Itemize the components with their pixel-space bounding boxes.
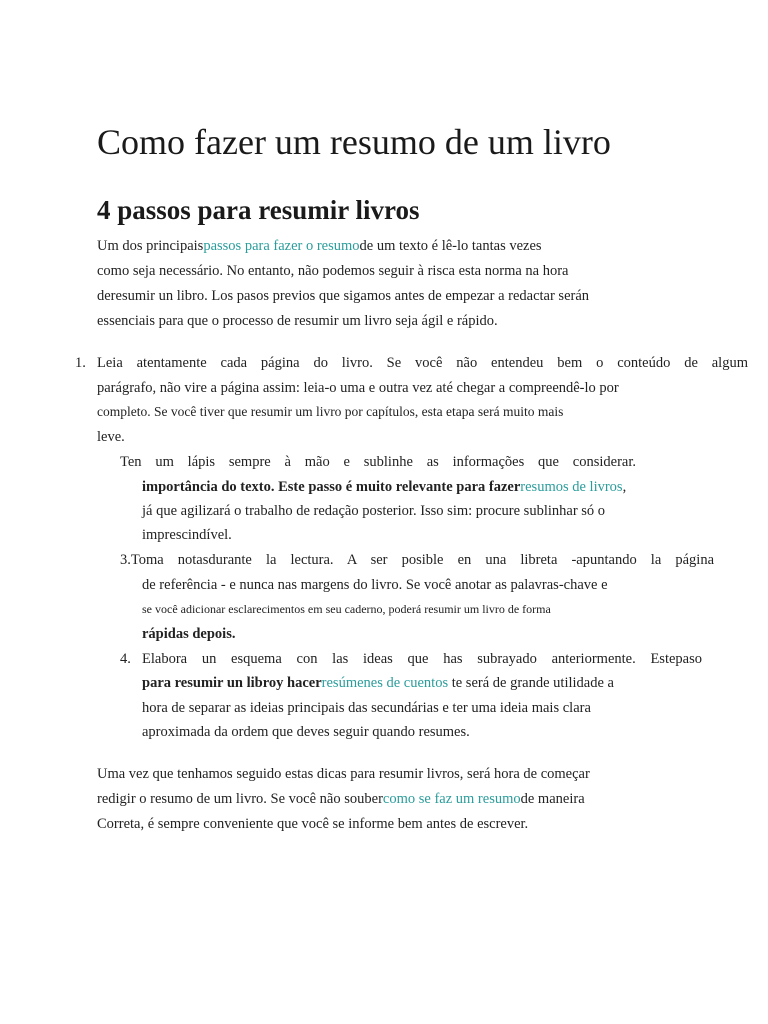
step4-line-4: aproximada da ordem que deves seguir quando resumes. [142,724,470,740]
step2-line-1: Ten um lápis sempre à mão e sublinhe as informações que considerar. [120,454,636,470]
intro-line-1 [97,237,542,255]
outro-line-2 [97,790,585,808]
step4-line-1: Elabora un esquema con las ideas que has subrayado anteriormente. Estepaso [142,651,702,667]
section-heading: 4 passos para resumir livros [97,195,420,225]
page-title: Como fazer um resumo de um livro [97,122,611,162]
link-como-se-faz-resumo[interactable]: como se faz um resumo [382,791,521,807]
outro-line-2-text: redigir o resumo de um livro. Se você não souber [97,791,383,807]
outro-line-1: Uma vez que tenhamos seguido estas dicas para resumir livros, será hora de começar [97,766,590,782]
step2-line-2-bold: importância do texto. Este passo é muito relevante para fazer [142,479,521,495]
outro-line-2-rest: de maneira [520,791,585,807]
step3-line-3: se você adicionar esclarecimentos em seu caderno, poderá resumir um livro de forma [142,602,551,616]
step4-line-2-rest: te será de grande utilidade a [448,675,614,691]
step1-line-4: leve. [97,429,125,445]
step4-line-2-bold: para resumir un libroy hacer [142,675,322,691]
step2-line-4: imprescindível. [142,527,232,543]
intro-line-4: essenciais para que o processo de resumir um livro seja ágil e rápido. [97,313,498,329]
intro-line-3: deresumir un libro. Los pasos previos que sigamos antes de empezar a redactar serán [97,288,590,304]
step1-line-3: completo. Se você tiver que resumir um livro por capítulos, esta etapa será muito mais [97,404,564,419]
list-marker-4: 4. [120,651,131,667]
link-resumos-livros[interactable]: resumos de livros [520,479,623,495]
step2-line-2 [142,478,626,496]
step4-line-3: hora de separar as ideias principais das secundárias e ter uma ideia mais clara [142,700,591,716]
outro-line-3: Correta, é sempre conveniente que você se informe bem antes de escrever. [97,816,529,832]
step2-line-3: já que agilizará o trabalho de redação posterior. Isso sim: procure sublinhar só o [142,503,606,519]
step3-line-4: rápidas depois. [142,626,236,642]
step3-line-2: de referência - e nunca nas margens do livro. Se você anotar as palavras-chave e [142,577,608,593]
step4-line-2 [142,674,614,692]
list-marker-1: 1. [75,355,86,371]
step1-line-1: Leia atentamente cada página do livro. Se você não entendeu bem o conteúdo de algum [97,355,748,371]
intro-line-1-rest: de um texto é lê-lo tantas vezes [359,238,542,254]
intro-line-2: como seja necessário. No entanto, não podemos seguir à risca esta norma na hora [97,263,569,279]
intro-line-1-text: Um dos principais [97,238,204,254]
link-resumenes-cuentos[interactable]: resúmenes de cuentos [321,675,449,691]
link-passos-resumo[interactable]: passos para fazer o resumo [203,238,360,254]
step3-line-1: 3.Toma notasdurante la lectura. A ser posible en una libreta -apuntando la página [120,552,714,568]
step1-line-2: parágrafo, não vire a página assim: leia-o uma e outra vez até chegar a compreendê-lo por [97,380,619,396]
step2-line-2-comma: , [622,479,627,495]
